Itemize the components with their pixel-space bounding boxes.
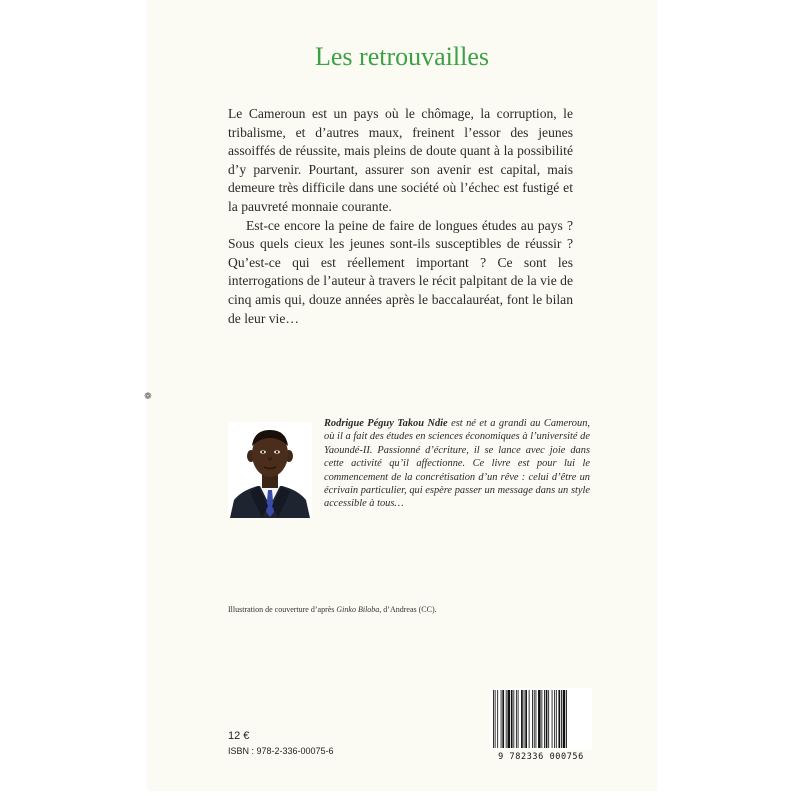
barcode-bar	[521, 690, 523, 748]
author-name: Rodrigue Péguy Takou Ndie	[324, 418, 448, 429]
barcode-bar	[495, 690, 496, 748]
barcode-bar	[507, 690, 510, 748]
barcode-bar	[502, 690, 504, 748]
barcode-bar	[525, 690, 527, 748]
barcode-bar	[536, 690, 537, 748]
barcode-bar	[556, 690, 557, 748]
barcode-bar	[497, 690, 498, 748]
barcode-bar	[493, 690, 494, 748]
barcode-bar	[516, 690, 517, 748]
barcode-icon	[490, 688, 592, 750]
barcode-bar	[546, 690, 548, 748]
isbn: ISBN : 978-2-336-00075-6	[228, 746, 334, 756]
author-photo	[228, 422, 312, 518]
barcode-bar	[552, 690, 553, 748]
barcode-bar	[554, 690, 555, 748]
barcode-bar	[561, 690, 562, 748]
blurb-paragraph-2: Est-ce encore la peine de faire de longues études au pays ? Sous quels cieux les jeunes sont-ils susceptibles de réussir ? Qu’est-ce qui est réellement important ? Ce sont les interrogations de l’auteur à travers le récit palpitant de la vie de cinq amis qui, douze années après le baccalauréat, font le bilan de leur vie…	[228, 217, 573, 326]
barcode-bar	[566, 690, 567, 748]
barcode-bar	[501, 690, 502, 748]
cover-credit	[228, 605, 437, 614]
barcode-bar	[544, 690, 545, 748]
barcode-bar	[538, 690, 541, 748]
barcode-bar	[548, 690, 549, 748]
barcode-bar	[506, 690, 507, 748]
book-title: Les retrouvailles	[315, 42, 489, 71]
barcode-bar	[541, 690, 542, 748]
credit-work: Ginko Biloba	[336, 605, 380, 614]
price: 12 €	[228, 730, 250, 742]
barcode-bar	[563, 690, 566, 748]
author-portrait-icon	[228, 422, 312, 518]
barcode-bar	[532, 690, 533, 748]
author-bio-text: est né et a grandi au Cameroun, où il a fait des études en sciences économiques à l’université de Yaoundé-II. Passionné d’écriture, il se lance avec joie dans cette activité qu’il affectionne. Ce livre est pour lui le commencement de la concrétisation d’un rêve : celui d’être un écrivain particulier, qui espère passer un message dans un style accessible à tous…	[324, 418, 590, 510]
credit-suffix: , d’Andreas (CC).	[379, 605, 437, 614]
barcode-bar	[513, 690, 514, 748]
barcode-bar	[558, 690, 560, 748]
credit-prefix: Illustration de couverture d’après	[228, 605, 337, 614]
barcode-bar	[534, 690, 535, 748]
author-bio	[324, 417, 590, 511]
barcode-bar	[524, 690, 525, 748]
barcode-bar	[511, 690, 513, 748]
back-cover	[144, 0, 656, 790]
barcode-number: 9 782336 000756	[498, 752, 584, 762]
ornament-icon: ❁	[144, 392, 152, 402]
barcode-bar	[518, 690, 519, 748]
blurb	[228, 105, 573, 328]
blurb-paragraph-1: Le Cameroun est un pays où le chômage, la corruption, le tribalisme, et d’autres maux, freinent l’essor des jeunes assoiffés de réussite, mais pleins de doute quant à la possibilité d’y parvenir. Pourtant, assurer son avenir est capital, mais demeure très difficile dans une société où l’échec est fustigé et la pauvreté monnaie courante.	[228, 106, 573, 214]
barcode-bar	[529, 690, 530, 748]
